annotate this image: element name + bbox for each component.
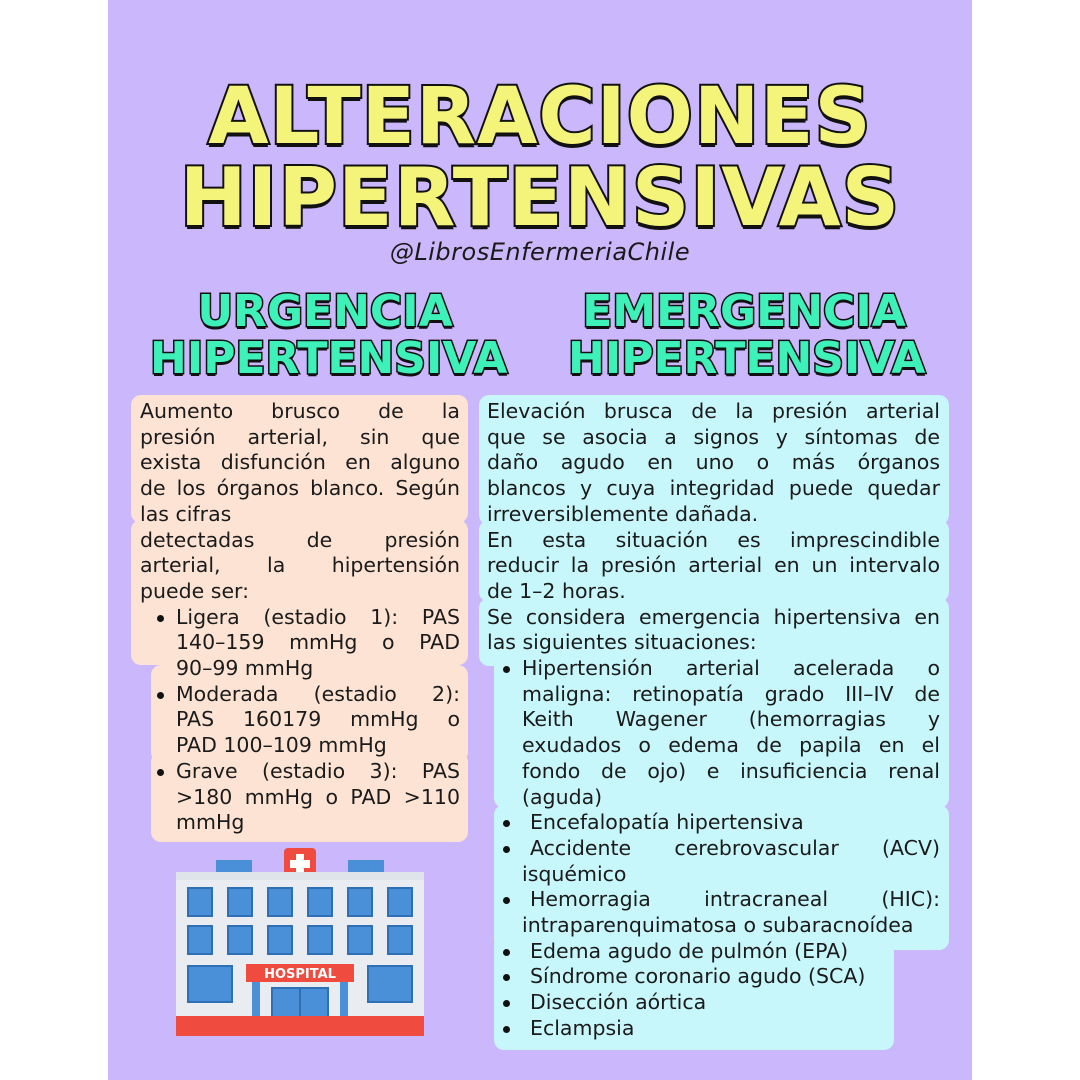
bullet-dot (503, 846, 510, 853)
emergencia-para2-line: de 1–2 horas. (487, 578, 626, 603)
emergencia-para1-line: daño agudo en uno o más órganos (487, 450, 940, 475)
emergencia-title-line2: HIPERTENSIVA (568, 333, 926, 384)
main-title-line1: ALTERACIONES (208, 72, 872, 162)
emergencia-bullet-line: Edema agudo de pulmón (EPA) (530, 938, 849, 963)
hospital-sign: HOSPITAL (264, 967, 336, 982)
urgencia-title-line1: URGENCIA (197, 286, 453, 337)
bullet-dot (503, 666, 510, 673)
main-title-line2: HIPERTENSIVAS (179, 151, 901, 244)
emergencia-para2-line: En esta situación es imprescindible (487, 527, 940, 552)
urgencia-bullet-line: 90–99 mmHg (176, 656, 314, 680)
emergencia-bullet-line: Hipertensión arterial acelerada o (522, 656, 940, 680)
urgencia-bullet-line: Ligera (estadio 1): PAS (176, 604, 460, 629)
emergencia-bullet-line: Eclampsia (530, 1015, 635, 1040)
emergencia-bullet-line: isquémico (522, 861, 627, 886)
urgencia-intro-line: presión arterial, sin que (140, 424, 460, 449)
urgencia-bullet-line: Moderada (estadio 2): (176, 681, 460, 706)
emergencia-para3-line: las siguientes situaciones: (487, 630, 757, 655)
emergencia-bullet-line: Accidente cerebrovascular (ACV) (530, 835, 940, 860)
emergencia-bullet-line: (aguda) (522, 784, 603, 809)
urgencia-intro-line: Aumento brusco de la (140, 399, 460, 423)
urgencia-bullet-line: mmHg (176, 810, 245, 835)
emergencia-bullet-line: Disección aórtica (530, 990, 707, 1015)
urgencia-bullet-line: 140–159 mmHg o PAD (176, 630, 460, 655)
urgencia-bullet-line: PAS 160179 mmHg o (176, 707, 460, 732)
emergencia-para3-line: Se considera emergencia hipertensiva en (487, 604, 940, 629)
emergencia-bullet-line: maligna: retinopatía grado III–IV de (522, 681, 940, 706)
emergencia-para2-line: reducir la presión arterial en un intervalo (487, 553, 940, 578)
emergencia-bullet-line: Hemorragia intracraneal (HIC): (530, 887, 940, 912)
urgencia-bullet-line: Grave (estadio 3): PAS (176, 758, 460, 783)
bullet-dot (503, 1026, 510, 1033)
urgencia-intro-line: de los órganos blanco. Según (140, 476, 460, 501)
emergencia-para1-line: irreversiblemente dañada. (487, 501, 759, 526)
emergencia-bullet-line: fondo de ojo) e insuficiencia renal (522, 758, 940, 783)
urgencia-bullet-line: >180 mmHg o PAD >110 (176, 784, 460, 809)
bullet-dot (157, 692, 164, 699)
urgencia-intro-line: detectadas de presión (140, 527, 460, 552)
urgencia-intro-line: exista disfunción en alguno (140, 450, 460, 475)
emergencia-bullet-line: Encefalopatía hipertensiva (530, 810, 804, 835)
urgencia-intro-line: las cifras (140, 501, 232, 526)
hospital-icon (176, 848, 424, 1038)
urgencia-intro-line: puede ser: (140, 578, 250, 603)
emergencia-bullet-line: intraparenquimatosa o subaracnoídea (522, 913, 914, 937)
urgencia-title-line2: HIPERTENSIVA (150, 333, 508, 384)
author-handle: @LibrosEnfermeriaChile (389, 238, 691, 266)
emergencia-para1-line: blancos y cuya integridad puede quedar (487, 476, 940, 501)
emergencia-para1-line: que se asocia a signos y síntomas de (487, 424, 940, 449)
bullet-dot (503, 949, 510, 956)
emergencia-bullet-line: Keith Wagener (hemorragias y (522, 707, 940, 732)
emergencia-bullet-line: Síndrome coronario agudo (SCA) (530, 964, 866, 989)
emergencia-para1-line: Elevación brusca de la presión arterial (487, 399, 940, 423)
bullet-dot (157, 769, 164, 776)
emergencia-title-line1: EMERGENCIA (582, 286, 906, 337)
urgencia-intro-line: arterial, la hipertensión (140, 553, 460, 578)
bullet-dot (157, 615, 164, 622)
emergencia-bullet-line: exudados o edema de papila en el (522, 733, 940, 758)
urgencia-bullet-line: PAD 100–109 mmHg (176, 733, 387, 758)
